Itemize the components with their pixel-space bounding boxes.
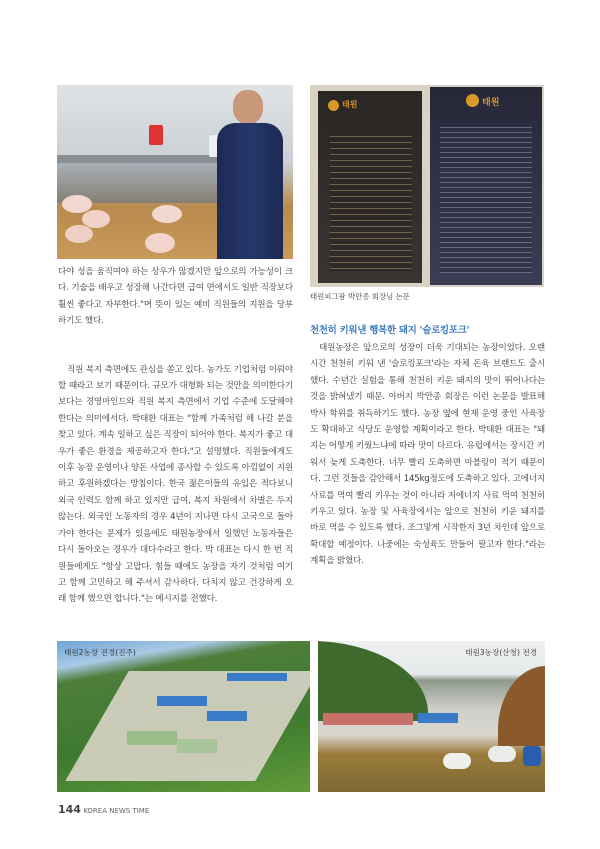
red-roof	[323, 713, 413, 725]
page-footer	[58, 803, 149, 816]
section-heading: 천천히 키워낸 행복한 돼지 '슬로킹포크'	[310, 325, 470, 336]
photo-caption-banners: 태원피그팜 박만종 회장님 논문	[310, 292, 410, 301]
logo-icon	[328, 100, 339, 111]
photo-farm2-aerial	[57, 641, 310, 792]
blue-roof	[207, 711, 247, 721]
banner-text-lines	[330, 131, 412, 271]
blue-roof	[227, 673, 287, 681]
white-tank	[443, 753, 471, 769]
white-tank	[488, 746, 516, 762]
photo-banners	[310, 85, 544, 287]
farm-grounds	[65, 671, 310, 781]
paragraph: 직원 복지 측면에도 관심을 쏟고 있다. 농가도 기업처럼 이뤄야 할 때라고 보기 때문이다. 규모가 대형화 되는 것만을 의미한다기 보다는 경영마인드와 직원 복지 측면에서 기업 수준에 도달해야 한다는 의미에서다. 박태환 대표는 "함께 가족처럼 해 나갈 분을 찾고 있다. 계속 일하고 싶은 직장이 되어야 한다. 복지가 좋고 대우가 좋은 환경을 제공하고자 한다."고 설명했다. 직원들에게도 이후 농장 운영이나 양돈 사업에 종사할 수 있도록 아낌없이 지원하고 후원하겠다는 방침이다. 한국 젊은이들의 유입은 적다보니 외국 인력도 함께 하고 있지만 급여, 복지 차원에서 차별은 두지 않는다. 외국인 노동자의 경우 4년이 지나면 다시 고국으로 돌아가야 한다는 문제가 있음에도 태원농장에서 일했던 노동자들은 다시 돌아오는 경우가 대다수라고 한다. 박 대표는 다시 한 번 직원들에게도 "항상 고맙다. 힘들 때에도 농장을 자기 것처럼 여기고 함께 고민하고 해 주셔서 감사하다. 다치지 않고 건강하게 오래 함께 했으면 합니다."는 메시지를 전했다.	[58, 364, 293, 605]
page-number: 144	[58, 803, 81, 816]
right-column-text	[310, 340, 545, 570]
banner-left	[318, 91, 422, 283]
green-roof	[127, 731, 177, 745]
blue-roof	[157, 696, 207, 706]
pig	[65, 225, 93, 243]
left-column-text	[58, 264, 293, 608]
banner-right	[430, 87, 542, 285]
feeder-bucket	[149, 125, 163, 145]
man-jacket	[217, 123, 283, 259]
blue-tank	[523, 746, 541, 766]
man-head	[233, 90, 263, 124]
photo-caption-farm3: 태원3농장(산청) 전경	[465, 648, 537, 657]
pig	[152, 205, 182, 223]
publication-name: KOREA NEWS TIME	[83, 807, 150, 815]
hill-right	[498, 666, 545, 746]
banner-text-lines	[440, 123, 532, 273]
green-roof	[177, 739, 217, 753]
photo-caption-farm2: 태원2농장 전경(진주)	[64, 648, 136, 657]
hill-left	[318, 641, 428, 721]
paragraph: 태원농장은 앞으로의 성장이 더욱 기대되는 농장이었다. 오랜 시간 천천히 키워 낸 '슬로킹포크'라는 자체 돈육 브랜드도 출시했다. 수년간 실험을 통해 천천히 키운 돼지의 맛이 뛰어나다는 것을 밝혀냈기 때문. 아버지 박만종 회장은 이런 논문을 발표해 박사 학위를 취득하기도 했다. 농장 옆에 현재 운영 중인 사육장도 확대하고 식당도 운영할 계획이라고 한다. 박태환 대표는 "돼지는 어떻게 키웠느냐에 따라 맛이 다르다. 유럽에서는 장시간 키워서 늦게 도축한다. 너무 빨리 도축하면 마블링이 적기 때문이다. 그런 것들을 감안해서 145kg정도에 도축하고 있다. 고에너지 사료를 먹여 빨리 키우는 것이 아니라 저에너지 사료 먹여 천천히 키우고 있다. 농장 및 사육장에서는 앞으로 천천히 키운 돼지를 바로 먹을 수 있도록 했다. 조그맣게 시작한지 3년 차인데 앞으로 확대할 예정이다. 나중에는 숙성육도 만들어 팔고자 한다."라는 계획을 밝혔다.	[310, 343, 545, 567]
photo-farm3	[318, 641, 545, 792]
photo-farmer-with-pigs	[57, 85, 293, 259]
blue-roof	[418, 713, 458, 723]
banner-logo-text: 태원	[342, 100, 358, 109]
paragraph: 다야 성을 움직여야 하는 상우가 많겠지만 앞으로의 가능성이 크다. 기술을 배우고 성장해 나간다면 급여 면에서도 일반 직장보다 훨씬 좋다고 자부한다."며 뜻이 있는 예비 직원들의 지원을 당부하기도 했다.	[58, 267, 293, 327]
banner-logo-text: 태원	[482, 98, 500, 108]
logo-icon	[466, 94, 479, 107]
pig	[145, 233, 175, 253]
pig	[62, 195, 92, 213]
